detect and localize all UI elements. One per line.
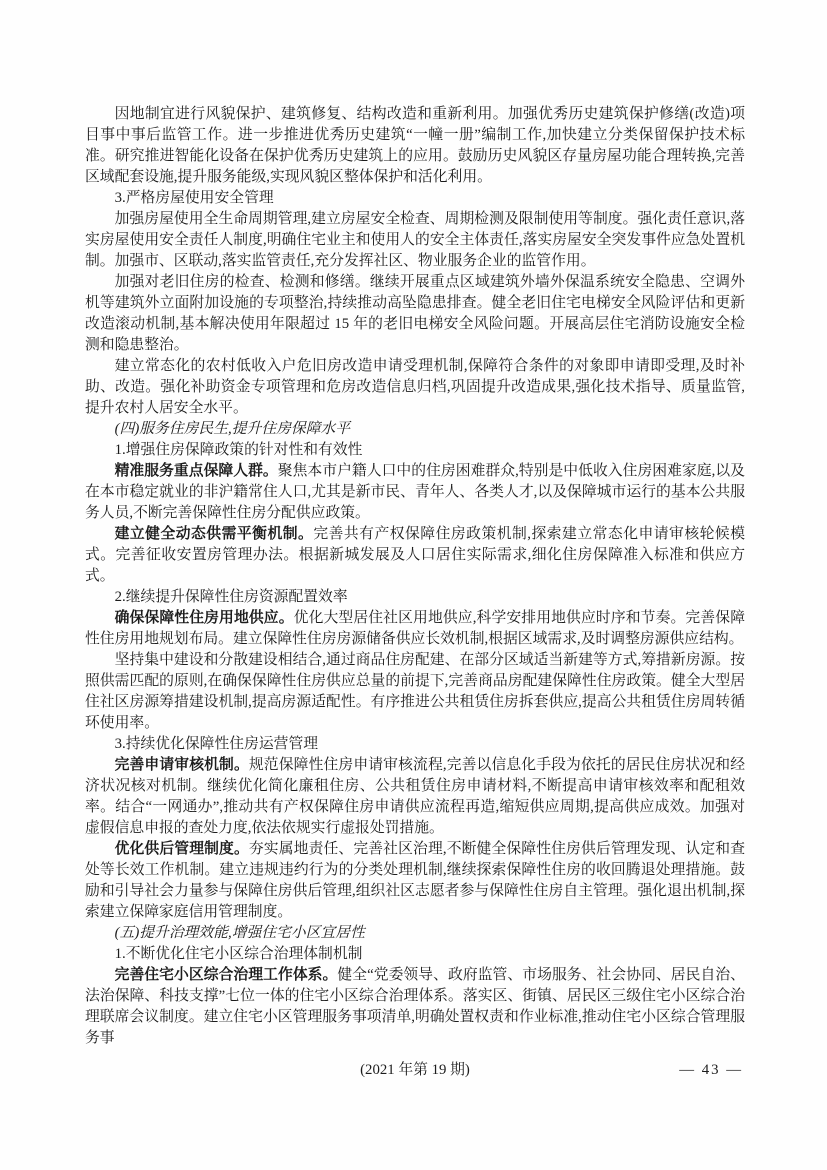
numbered-heading: 1.不断优化住宅小区综合治理体制机制 [114, 946, 363, 962]
paragraph-text: 夯实属地责任、完善社区治理,不断健全保障性住房供后管理发现、认定和查处等长效工作机制。建立违规违约行为的分类处理机制,继续探索保障性住房的收回腾退处理措施。鼓励和引导社会力量参与保障住房供后管理,组织社区志愿者参与保障性住房自主管理。强化退出机制,探索建立保障家庭信用管理制度。 [85, 841, 745, 920]
page-footer [85, 1060, 745, 1081]
numbered-heading: 3.严格房屋使用安全管理 [114, 190, 274, 206]
paragraph-text: 完善共有产权保障住房政策机制,探索建立常态化申请审核轮候模式。完善征收安置房管理办法。根据新城发展及人口居住实际需求,细化住房保障准入标准和供应方式。 [85, 526, 746, 584]
paragraph-text: 健全“党委领导、政府监管、市场服务、社会协同、居民自治、法治保障、科技支撑”七位一体的住宅小区综合治理体系。落实区、街镇、居民区三级住宅小区综合治理联席会议制度。建立住宅小区管理服务事项清单,明确处置权责和作业标准,推动住宅小区综合管理服务事 [85, 967, 745, 1046]
body-paragraph: 坚持集中建设和分散建设相结合,通过商品住房配建、在部分区域适当新建等方式,筹措新房源。按照供需匹配的原则,在确保保障性住房供应总量的前提下,完善商品房配建保障性住房政策。健全大型居住社区房源筹措建设机制,提高房源适配性。有序推进公共租赁住房拆套供应,提高公共租赁住房周转循环使用率。 [85, 652, 745, 731]
body-paragraph: 加强对老旧住房的检查、检测和修缮。继续开展重点区域建筑外墙外保温系统安全隐患、空调外机等建筑外立面附加设施的专项整治,持续推动高坠隐患排查。健全老旧住宅电梯安全风险评估和更新改造滚动机制,基本解决使用年限超过 15 年的老旧电梯安全风险问题。开展高层住宅消防设施安全检测和隐患整治。 [85, 274, 745, 353]
numbered-heading: 2.继续提升保障性住房资源配置效率 [114, 589, 348, 605]
paragraph-text: 规范保障性住房申请审核流程,完善以信息化手段为依托的居民住房状况和经济状况核对机制。继续优化简化廉租住房、公共租赁住房申请材料,不断提高申请审核效率和配租效率。结合“一网通办”,推动共有产权保障住房申请供应流程再造,缩短供应周期,提高供应成效。加强对虚假信息申报的查处力度,依法依规实行虚报处罚措施。 [85, 757, 746, 836]
body-paragraph [85, 965, 745, 1049]
body-paragraph: 加强房屋使用全生命周期管理,建立房屋安全检查、周期检测及限制使用等制度。强化责任意识,落实房屋使用安全责任人制度,明确住宅业主和使用人的安全主体责任,落实房屋安全突发事件应急处置机制。加强市、区联动,落实监管责任,充分发挥社区、物业服务企业的监管作用。 [85, 211, 745, 269]
paragraph-lead: 精准服务重点保障人群。 [114, 463, 278, 479]
paragraph-lead: 优化供后管理制度。 [114, 841, 249, 857]
body-paragraph [85, 608, 745, 650]
page-number: — 43 — [679, 1062, 743, 1078]
numbered-heading: 3.持续优化保障性住房运营管理 [114, 736, 319, 752]
numbered-heading: 1.增强住房保障政策的针对性和有效性 [114, 442, 363, 458]
body-paragraph: 因地制宜进行风貌保护、建筑修复、结构改造和重新利用。加强优秀历史建筑保护修缮(改造)项目事中事后监管工作。进一步推进优秀历史建筑“一幢一册”编制工作,加快建立分类保留保护技术标准。研究推进智能化设备在保护优秀历史建筑上的应用。鼓励历史风貌区存量房屋功能合理转换,完善区域配套设施,提升服务能级,实现风貌区整体保护和活化利用。 [85, 106, 745, 185]
section-heading: (四)服务住房民生,提升住房保障水平 [114, 421, 351, 437]
paragraph-lead: 建立健全动态供需平衡机制。 [114, 526, 314, 542]
body-paragraph [85, 524, 745, 587]
paragraph-lead: 确保保障性住房用地供应。 [114, 610, 294, 626]
section-heading: (五)提升治理效能,增强住宅小区宜居性 [114, 925, 365, 941]
body-paragraph: 建立常态化的农村低收入户危旧房改造申请受理机制,保障符合条件的对象即申请即受理,及时补助、改造。强化补助资金专项管理和危房改造信息归档,巩固提升改造成果,强化技术指导、质量监管,提升农村人居安全水平。 [85, 358, 745, 416]
body-paragraph [85, 461, 745, 524]
body-paragraph [85, 755, 745, 839]
body-paragraph [85, 839, 745, 923]
paragraph-lead: 完善申请审核机制。 [114, 757, 249, 773]
document-body [85, 104, 745, 1049]
paragraph-lead: 完善住宅小区综合治理工作体系。 [114, 967, 338, 983]
paragraph-text: 优化大型居住社区用地供应,科学安排用地供应时序和节奏。完善保障性住房用地规划布局。建立保障性住房房源储备供应长效机制,根据区域需求,及时调整房源供应结构。 [85, 610, 745, 647]
paragraph-text: 聚焦本市户籍人口中的住房困难群众,特别是中低收入住房困难家庭,以及在本市稳定就业的非沪籍常住人口,尤其是新市民、青年人、各类人才,以及保障城市运行的基本公共服务人员,不断完善保障性住房分配供应政策。 [85, 463, 745, 521]
journal-issue: (2021 年第 19 期) [360, 1062, 470, 1078]
